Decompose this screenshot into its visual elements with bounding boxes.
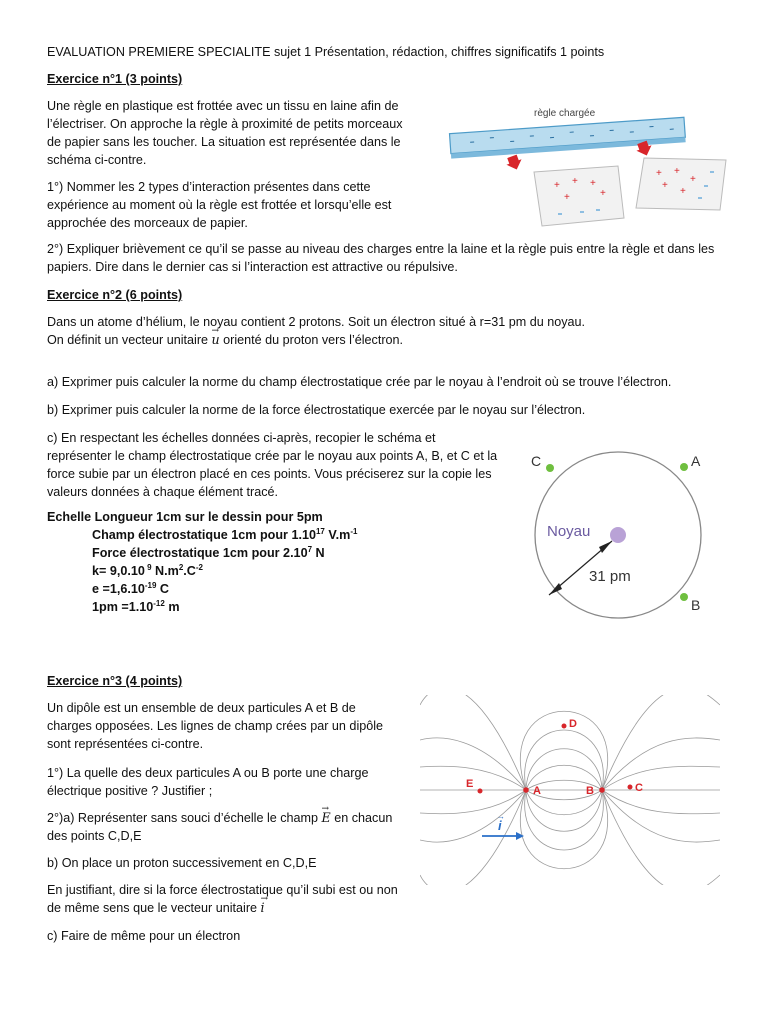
ex3-q1: 1°) La quelle des deux particules A ou B porte une charge électrique positive ? Justifier ; [47,766,369,798]
point-b [680,593,688,601]
ex2-qa: a) Exprimer puis calculer la norme du champ électrostatique crée par le noyau à l’endroit où se trouve l’électron. [47,375,672,389]
picometer-conversion: $1pm =1.10^{-12}$ m [92,598,180,614]
point-d [562,724,567,729]
ex3-q2a: 2°)a) Représenter sans souci d’échelle le champ → E en chacun des points C,D,E [47,809,402,845]
svg-text:+: + [590,178,596,189]
svg-text:+: + [662,180,668,191]
nucleus-figure [515,435,730,635]
charge-b-label: B [586,785,594,797]
paper-left [534,166,624,226]
header-line: EVALUATION PREMIERE SPECIALITE sujet 1 Présentation, rédaction, chiffres significatifs 1 points [47,45,605,59]
nucleus [610,527,626,543]
charged-ruler-figure [430,92,740,227]
point-a [680,463,688,471]
ex2-intro-1: Dans un atome d’hélium, le noyau contient 2 protons. Soit un électron situé à r=31 pm du noyau. [47,315,586,329]
ex1-q1: 1°) Nommer les 2 types d’interaction présentes dans cette expérience au moment où la règle est frottée et lorsqu’elle est approchée des morceaux de papier. [47,180,392,230]
point-a-label: A [691,453,701,469]
svg-text:+: + [572,176,578,187]
point-e-label: E [466,778,474,790]
charge-a-label: A [533,785,541,797]
constant-e: $e =1,6.10^{-19}$ C [92,580,170,596]
unit-vector-i-overarrow: → [497,812,505,821]
svg-text:+: + [554,180,560,191]
ex1-q2: 2°) Expliquer brièvement ce qu’il se passe au niveau des charges entre la laine et la règle puis entre la règle et dans les papiers. Dire dans le dernier cas si l’interaction est attractive ou répulsive. [47,242,715,274]
svg-text:+: + [680,186,686,197]
paper-right [636,158,726,210]
constant-k: k= 9,0.10 $^9$ $N.m^2.C^{-2}$ [92,562,204,578]
ex3-title: Exercice n°3 (4 points) [47,674,183,688]
scale-force: Force électrostatique 1cm pour 2.10$^7$ N [92,544,325,560]
ex3-intro: Un dipôle est un ensemble de deux particules A et B de charges opposées. Les lignes de champ crées par un dipôle sont représentées ci-contre. [47,701,384,751]
scale-field: Champ électrostatique 1cm pour 1.10$^{17}$ $V.m^{-1}$ [92,526,358,542]
ex2-intro-2: On définit un vecteur unitaire → u orienté du proton vers l’électron. [47,331,403,349]
ex3-q2b-justify: En justifiant, dire si la force électrostatique qu’il subi est ou non de même sens que le vecteur unitaire → i [47,881,402,917]
charge-b [599,787,605,793]
ex3-q2c: c) Faire de même pour un électron [47,929,241,943]
point-c [628,785,633,790]
ruler-label: règle chargée [534,108,596,119]
svg-text:+: + [674,166,680,177]
ex2-title: Exercice n°2 (6 points) [47,288,183,302]
ex1-title: Exercice n°1 (3 points) [47,72,183,86]
svg-text:+: + [690,174,696,185]
scale-title: Echelle Longueur 1cm sur le dessin pour 5pm [47,510,323,524]
svg-text:+: + [564,192,570,203]
ex2-qc: c) En respectant les échelles données ci-après, recopier le schéma et représenter le champ électrostatique crée par le noyau aux points A, B, et C et la force subie par un électron placé en ces points. Vous préciserez sur la copie les valeurs données à chaque élément tracé. [47,431,498,499]
point-c-label: C [635,782,643,794]
ex2-qb: b) Exprimer puis calculer la norme de la force électrostatique exercée par le noyau sur l’électron. [47,403,586,417]
point-b-label: B [691,597,701,613]
radius-label: 31 pm [589,568,631,585]
svg-text:+: + [656,168,662,179]
point-c [546,464,554,472]
unit-vector-i: → i [261,899,265,917]
point-e [478,789,483,794]
unit-vector-i-label: i [498,818,502,833]
point-c-label: C [531,453,542,469]
ex3-q2b: b) On place un proton successivement en C,D,E [47,856,317,870]
nucleus-label: Noyau [547,523,591,540]
unit-vector-u: → u [212,331,220,349]
point-d-label: D [569,718,577,730]
ex1-intro: Une règle en plastique est frottée avec un tissu en laine afin de l’électriser. On approche la règle à proximité de petits morceaux de papier sans les toucher. La situation est représentée dans le schéma ci-contre. [47,99,403,167]
charge-a [523,787,529,793]
vector-e: → E [322,809,331,827]
svg-text:+: + [600,188,606,199]
dipole-figure [420,695,720,885]
arrow-left [504,154,524,173]
